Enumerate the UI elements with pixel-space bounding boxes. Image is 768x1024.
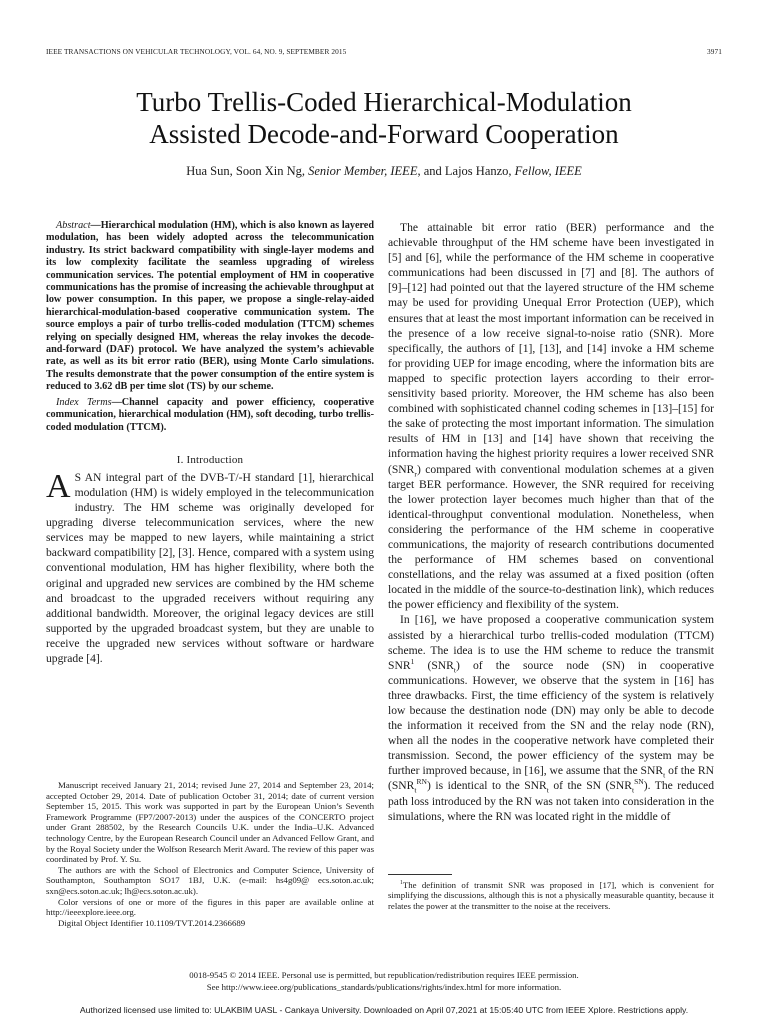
license-notice: Authorized licensed use limited to: ULAKBIM UASL - Cankaya University. Downloaded on April 07,2021 at 15:05:40 UTC from IEEE Xplore. Restrictions apply. — [79, 1005, 689, 1015]
right-paragraph-2 — [388, 612, 714, 823]
para2-part-e: ) is identical to the SNR — [426, 779, 547, 793]
index-terms-lead: Index Terms — [56, 396, 112, 408]
right-column — [388, 220, 714, 824]
journal-name: IEEE TRANSACTIONS ON VEHICULAR TECHNOLOGY, VOL. 64, NO. 9, SEPTEMBER 2015 — [46, 47, 347, 56]
subscript-r: r — [414, 468, 417, 478]
author-line — [40, 163, 728, 179]
index-terms-text: —Channel capacity and power efficiency, cooperative communication, hierarchical modulation (HM), soft decoding, turbo trellis-coded modulation (TTCM). — [46, 396, 374, 433]
copyright-notice — [40, 969, 728, 993]
footnote-affiliation: The authors are with the School of Electronics and Computer Science, University of Southampton, Southampton SO17 1BJ, U.K. (e-mail: hs4g09@ ecs.soton.ac.uk; sxn@ecs.soton.ac.uk; lh@ecs.soton.ac.uk). — [46, 864, 374, 896]
footnote-doi: Digital Object Identifier 10.1109/TVT.2014.2366689 — [58, 917, 246, 928]
footnote-divider — [388, 874, 452, 875]
author-role-1: Senior Member, IEEE — [308, 164, 418, 178]
right-paragraph-1 — [388, 220, 714, 612]
intro-text: S AN integral part of the DVB-T/-H standard [1], hierarchical modulation (HM) is widely employed in the telecommunication industry. The HM scheme was originally developed for upgrading diverse telecommunication services, where the new services may be mapped to new layers, while maintaining a strict backward compatibility [2], [3]. Hence, compared with a system using conventional modulation, HM has higher flexibility, where both the original and upgraded new services are combined by the HM scheme and broadcast to the upgraded receivers without requiring any additional bandwidth. Moreover, the original legacy devices are still supported by the upgraded broadcast system, but they are unable to receive the upgraded new services without software or hardware upgrade [4]. — [46, 470, 374, 666]
footnote-1-text: The definition of transmit SNR was proposed in [17], which is convenient for simplifying the discussions, although this is not a physically measurable quantity, because it relates the power at the transmitter to the noise at the receivers. — [388, 880, 714, 911]
drop-cap: A — [46, 467, 71, 505]
index-terms — [46, 397, 374, 434]
para2-part-f: of the SN (SNR — [548, 779, 632, 793]
title-line-2: Assisted Decode-and-Forward Cooperation — [149, 119, 619, 149]
subscript-t: t — [546, 785, 549, 795]
superscript-sn: SN — [634, 777, 644, 787]
para1-part-b: ) compared with conventional modulation schemes at a given target BER performance. However, the SNR required for receiving the lower protection layer becomes much higher than that of the identical-throughput conventional modulation. Nonetheless, when considering the performance of the HM scheme in cooperative communications, the majority of research contributions documented the performance of HM schemes based on conventional constellations, and the relay was assumed at a fixed position (often located in the middle of the source-to-destination link), which reduces the power efficiency and flexibility of the system. — [388, 462, 714, 612]
copyright-line-2: See http://www.ieee.org/publications_standards/publications/rights/index.html for more information. — [206, 982, 562, 992]
footnote-1 — [388, 880, 714, 911]
para2-part-d: of the RN (SNR — [388, 764, 715, 793]
left-column — [46, 220, 374, 666]
section-heading-introduction: I. Introduction — [176, 453, 244, 466]
footnote-marker: 1 — [410, 656, 415, 666]
page-number: 3971 — [707, 47, 722, 56]
footnote-1-mark: 1 — [400, 880, 403, 887]
para1-part-a: The attainable bit error ratio (BER) performance and the achievable throughput of the HM scheme have been investigated in [5] and [6], while the performance of the HM scheme in cooperative communications had been discussed in [7] and [8]. The authors of [9]–[12] had pointed out that the layered structure of the HM scheme may be used for providing Unequal Error Protection (UEP), which ensures that at least the most important information can be received in the presence of a low receive signal-to-noise ratio (SNR). More specifically, the authors of [1], [13], and [14] invoke a HM scheme for providing UEP for image encoding, where the information bits are mapped to specific protection layers according to their error-sensitivity based priority. Moreover, the HM scheme has also been combined with sophisticated channel coding schemes in [13]–[15] for the sake of protecting the most important information. The simulation results of HM in [13] and [14] have shown that receiving the information having the highest priority requires a lower received SNR (SNR — [388, 221, 714, 476]
author-names-1: Hua Sun, Soon Xin Ng, — [186, 164, 309, 178]
manuscript-footnote — [46, 780, 374, 928]
author-names-2: , and Lajos Hanzo, — [417, 164, 515, 178]
subscript-t: t — [453, 665, 456, 675]
abstract-text: —Hierarchical modulation (HM), which is also known as layered modulation, has been widely adopted across the telecommunication industry. Its strict backward compatibility with single-layer modems and its low complexity facilitate the seamless upgrading of wireless communication services. The potential employment of HM in cooperative communications has the promise of increasing the achievable throughput at low power consumption. In this paper, we propose a single-relay-aided hierarchical-modulation-based cooperative communication system. The source employs a pair of turbo trellis-coded modulation (TTCM) schemes relying on specially designed HM, whereas the relay invokes the decode-and-forward (DAF) protocol. We have analyzed the system’s achievable rate, as well as its bit error ratio (BER), using Monte Carlo simulations. The results demonstrate that the power consumption of the entire system is reduced to 3.62 dB per time slot (TS) by our scheme. — [46, 220, 374, 393]
running-head — [46, 47, 722, 56]
footnote-color-versions: Color versions of one or more of the figures in this paper are available online at http://ieeexplore.ieee.org. — [46, 896, 374, 918]
subscript-t: t — [631, 785, 635, 795]
author-role-2: Fellow, IEEE — [514, 164, 582, 178]
subscript-t: t — [663, 770, 666, 780]
transmit-snr-footnote — [388, 880, 714, 911]
intro-paragraph — [46, 467, 374, 666]
para2-part-b: (SNR — [414, 658, 454, 672]
para2-part-a: In [16], we have proposed a cooperative communication system assisted by a hierarchical turbo trellis-coded modulation (TTCM) scheme. The idea is to use the HM scheme to reduce the transmit SNR — [388, 613, 714, 672]
abstract-lead: Abstract — [56, 220, 91, 231]
copyright-line-1: 0018-9545 © 2014 IEEE. Personal use is permitted, but republication/redistribution requires IEEE permission. — [189, 970, 579, 980]
superscript-rn: RN — [416, 777, 427, 787]
title-line-1: Turbo Trellis-Coded Hierarchical-Modulation — [136, 87, 632, 117]
subscript-t: t — [414, 785, 417, 795]
para2-part-g: ). The reduced path loss introduced by the RN was not taken into consideration in the simulations, where the RN was located right in the middle of — [388, 779, 714, 823]
paper-title — [40, 86, 728, 150]
footnote-manuscript-dates: Manuscript received January 21, 2014; revised June 27, 2014 and September 23, 2014; accepted October 29, 2014. Date of publication October 31, 2014; date of current version September 15, 2015. This work was supported in part by the European Union’s Seventh Framework Programme (FP7/2007-2013) under the auspices of the CONCERTO project under Grant 288502, by the Research Councils U.K. under the India–U.K. Advanced technology Centre, by the European Research Council under an Advanced Fellow Grant, and by the Royal Society under the Wolfson Research Merit Award. The review of this paper was coordinated by Prof. Y. Su. — [46, 780, 374, 865]
abstract — [46, 220, 374, 394]
para2-part-c: ) of the source node (SN) in cooperative communications. However, we observe that the system in [16] has three drawbacks. First, the time efficiency of the system is relatively low because the destination node (DN) may only be able to decode the information it received from the SN and the relay node (RN), when all the nodes in the cooperative network have completed their transmission. Second, the power efficiency of the system may be further improved because, in [16], we assume that the SNR — [388, 658, 714, 778]
